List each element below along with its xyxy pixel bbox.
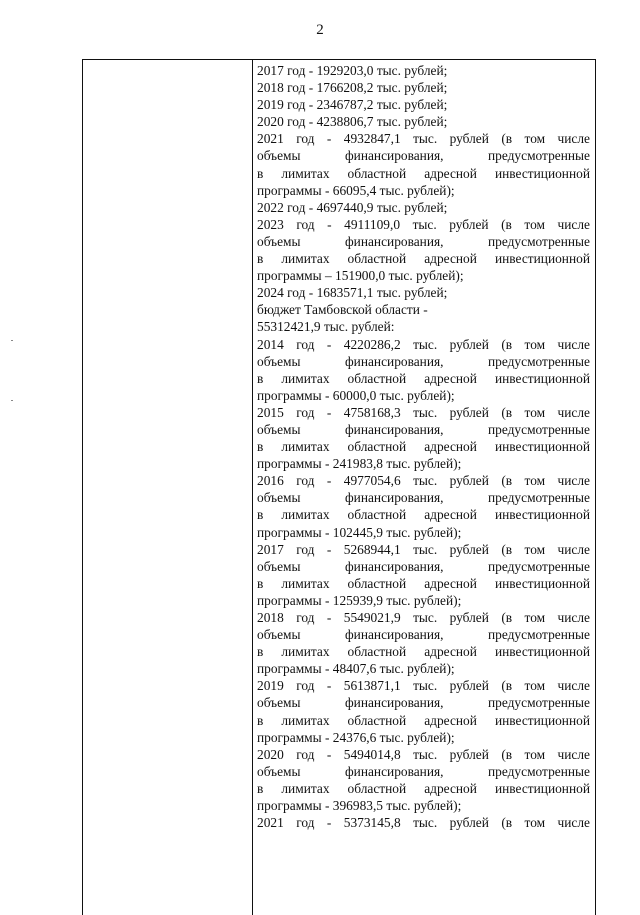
text-line: программы - 241983,8 тыс. рублей); [257,456,462,472]
text-line: 2020 год - 5494014,8 тыс. рублей (в том числе [257,746,590,762]
text-line: программы - 125939,9 тыс. рублей); [257,592,462,608]
text-line: в лимитах областной адресной инвестиционной [257,712,590,728]
text-line: программы – 151900,0 тыс. рублей); [257,268,464,284]
text-line: 2019 год - 5613871,1 тыс. рублей (в том числе [257,678,590,694]
text-line: 2016 год - 4977054,6 тыс. рублей (в том числе [257,473,590,489]
margin-mark [11,340,13,341]
text-line: 55312421,9 тыс. рублей: [257,319,395,335]
text-line: 2017 год - 1929203,0 тыс. рублей; [257,63,448,78]
text-line: в лимитах областной адресной инвестиционной [257,507,590,523]
text-line: 2020 год - 4238806,7 тыс. рублей; [257,114,448,130]
text-line: программы - 396983,5 тыс. рублей); [257,798,462,814]
text-line: в лимитах областной адресной инвестиционной [257,439,590,455]
text-line: 2018 год - 5549021,9 тыс. рублей (в том числе [257,610,590,625]
text-line: 2021 год - 5373145,8 тыс. рублей (в том числе [257,815,590,831]
page-number: 2 [316,22,324,38]
text-line: объемы финансирования, предусмотренные [257,627,590,643]
margin-mark [11,400,13,401]
text-line: 2014 год - 4220286,2 тыс. рублей (в том числе [257,336,590,352]
table-right-column [253,60,595,831]
text-line: программы - 24376,6 тыс. рублей); [257,729,455,745]
text-line: 2024 год - 1683571,1 тыс. рублей; [257,285,448,301]
text-line: 2022 год - 4697440,9 тыс. рублей; [257,199,448,215]
document-table [82,59,596,915]
text-line: в лимитах областной адресной инвестиционной [257,575,590,591]
text-line: объемы финансирования, предусмотренные [257,695,590,711]
text-line: в лимитах областной адресной инвестиционной [257,644,590,660]
text-line: программы - 66095,4 тыс. рублей); [257,182,455,198]
text-line: в лимитах областной адресной инвестиционной [257,370,590,386]
text-line: объемы финансирования, предусмотренные [257,148,590,164]
text-line: бюджет Тамбовской области - [257,302,428,318]
text-line: 2021 год - 4932847,1 тыс. рублей (в том числе [257,131,590,147]
text-line: программы - 48407,6 тыс. рублей); [257,661,455,677]
text-line: объемы финансирования, предусмотренные [257,763,590,779]
text-line: программы - 60000,0 тыс. рублей); [257,387,455,403]
text-line: в лимитах областной адресной инвестиционной [257,780,590,796]
text-line: 2015 год - 4758168,3 тыс. рублей (в том числе [257,404,590,420]
text-line: 2018 год - 1766208,2 тыс. рублей; [257,80,448,96]
text-line: объемы финансирования, предусмотренные [257,490,590,506]
text-line: объемы финансирования, предусмотренные [257,233,590,249]
text-line: объемы финансирования, предусмотренные [257,353,590,369]
text-line: в лимитах областной адресной инвестиционной [257,251,590,267]
text-line: объемы финансирования, предусмотренные [257,421,590,437]
text-line: программы - 102445,9 тыс. рублей); [257,524,462,540]
table-left-column [83,60,253,915]
text-line: 2017 год - 5268944,1 тыс. рублей (в том числе [257,541,590,557]
text-line: в лимитах областной адресной инвестиционной [257,165,590,181]
text-line: 2019 год - 2346787,2 тыс. рублей; [257,97,448,113]
text-line: 2023 год - 4911109,0 тыс. рублей (в том числе [257,216,590,232]
text-line: объемы финансирования, предусмотренные [257,558,590,574]
